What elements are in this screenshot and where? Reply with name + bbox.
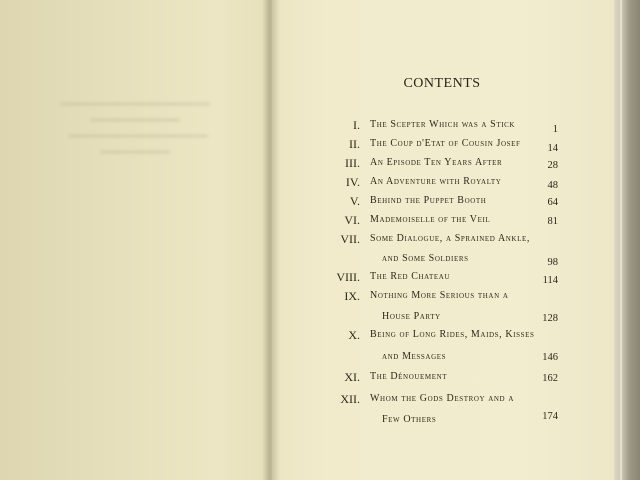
chapter-numeral: X. [348, 328, 360, 342]
chapter-title-line: An Episode Ten Years After [370, 157, 503, 168]
page-number: 14 [547, 143, 558, 154]
page-number: 174 [542, 411, 558, 422]
contents-heading: CONTENTS [403, 76, 481, 91]
page-number: 146 [542, 352, 558, 363]
chapter-title-line: Mademoiselle of the Veil [370, 214, 491, 225]
chapter-numeral: VIII. [336, 270, 360, 284]
page-number: 98 [547, 257, 558, 268]
page-number: 128 [542, 313, 558, 324]
page-number: 114 [542, 275, 558, 286]
chapter-title-line: Some Dialogue, a Sprained Ankle, [370, 233, 530, 244]
chapter-title-line: The Scepter Which was a Stick [370, 119, 516, 130]
chapter-title-line: Few Others [382, 414, 437, 425]
page-number: 162 [542, 373, 558, 384]
chapter-title-line: and Some Soldiers [382, 253, 469, 264]
chapter-title-line: The Coup d'Etat of Cousin Josef [370, 138, 521, 149]
chapter-numeral: V. [349, 194, 360, 208]
chapter-numeral: III. [345, 156, 360, 170]
chapter-numeral: II. [349, 137, 360, 151]
page-number: 1 [552, 124, 558, 135]
chapter-title-line: An Adventure with Royalty [370, 176, 502, 187]
chapter-title-line: Nothing More Serious than a [370, 290, 509, 301]
page-number: 64 [547, 197, 558, 208]
chapter-title-line: The Red Chateau [370, 271, 451, 282]
page-number: 28 [547, 160, 558, 171]
page-number: 81 [547, 216, 558, 227]
chapter-numeral: XI. [344, 370, 360, 384]
page-number: 48 [547, 180, 558, 191]
chapter-numeral: IV. [345, 175, 360, 189]
chapter-title-line: The Dénouement [370, 371, 448, 382]
chapter-numeral: VII. [340, 232, 360, 246]
chapter-numeral: IX. [344, 289, 360, 303]
chapter-title-line: House Party [382, 311, 441, 322]
chapter-numeral: I. [353, 118, 360, 132]
chapter-title-line: Whom the Gods Destroy and a [370, 393, 514, 404]
chapter-title-line: Behind the Puppet Booth [370, 195, 487, 206]
chapter-title-line: Being of Long Rides, Maids, Kisses [370, 329, 535, 340]
chapter-title-line: and Messages [382, 351, 447, 362]
chapter-numeral: XII. [340, 392, 360, 406]
chapter-numeral: VI. [344, 213, 360, 227]
